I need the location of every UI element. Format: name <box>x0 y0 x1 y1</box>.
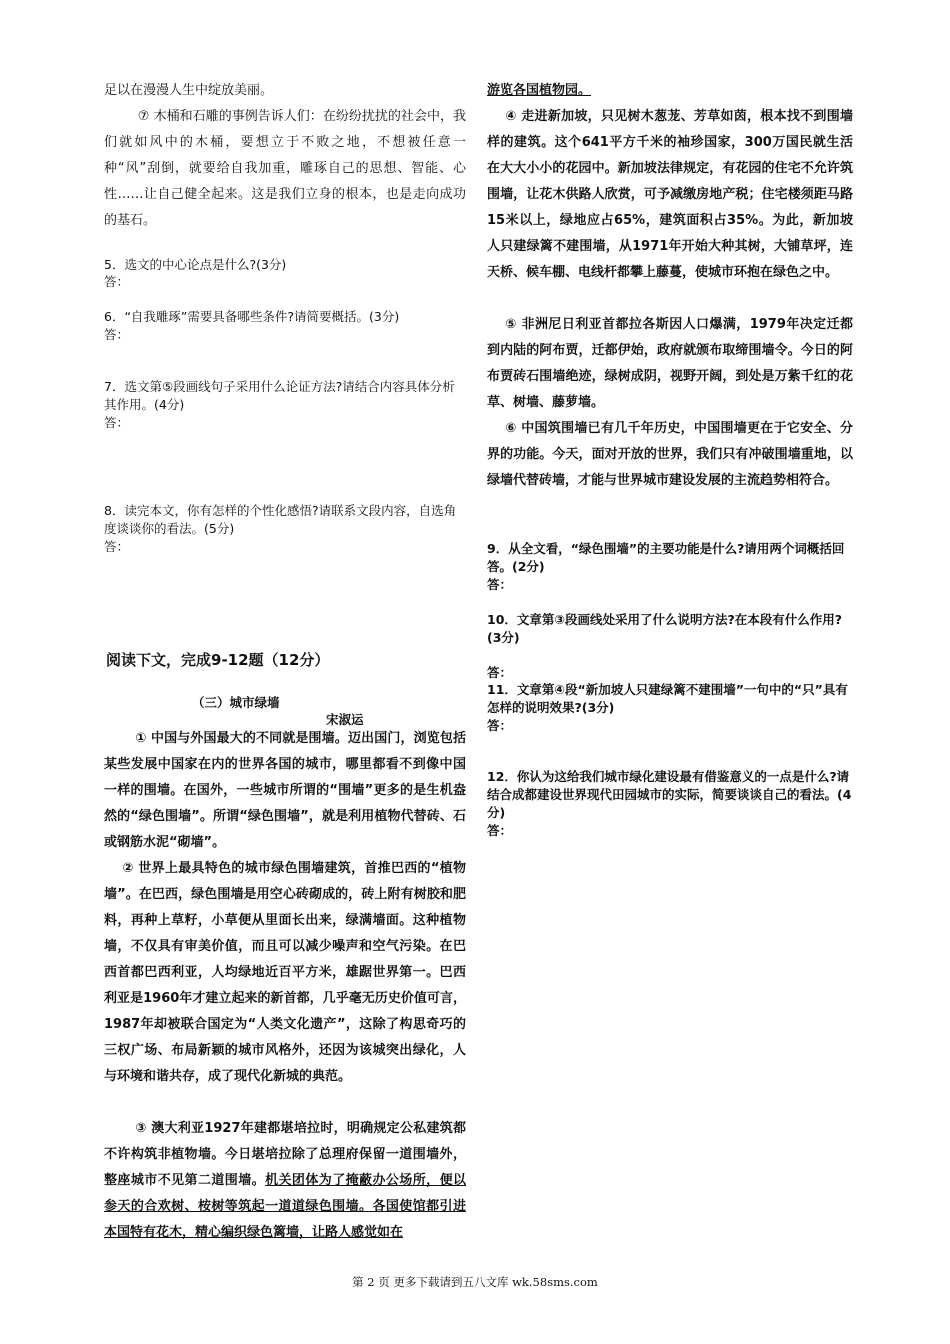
page-footer: 第 2 页 更多下载请到五八文库 wk.58sms.com <box>352 1275 598 1289</box>
answer-label-5: 答： <box>104 274 130 289</box>
answer-label-7: 答： <box>104 415 130 430</box>
question-5: 5．选文的中心论点是什么?(3分) <box>104 257 287 272</box>
question-9: 9．从全文看，“绿色围墙”的主要功能是什么?请用两个词概括回答。(2分) <box>487 541 845 574</box>
article-author: 宋淑运 <box>326 712 364 727</box>
paragraph-3-underlined-sentence: 机关团体为了掩蔽办公场所，便以参天的合欢树、桉树等筑起一道道绿色围墙。各国使馆都引进本国特有花木，精心编织绿色篱墙，让路人感觉如在 <box>104 1173 466 1240</box>
paragraph-3-text: ③ 澳大利亚1927年建都堪培拉时，明确规定公私建筑都不许构筑非植物墙。今日堪培拉除了总理府保留一道围墙外，整座城市不见第二道围墙。 <box>104 1121 466 1188</box>
paragraph-continuation: 足以在漫漫人生中绽放美丽。 <box>104 83 274 98</box>
article-paragraph-1: ① 中国与外国最大的不同就是围墙。迈出国门，浏览包括某些发展中国家在内的世界各国的城市，哪里都看不到像中国一样的围墙。在国外，一些城市所谓的“围墙”更多的是生机盎然的“绿色围墙”。所谓“绿色围墙”，就是利用植物代替砖、石或钢筋水泥“砌墙”。 <box>104 731 466 850</box>
answer-label-11: 答： <box>487 718 513 733</box>
paragraph-3-underlined-end: 游览各国植物园。 <box>487 83 592 98</box>
answer-label-10: 答： <box>487 665 513 680</box>
section-heading: 阅读下文，完成9-12题（12分） <box>106 651 330 669</box>
question-7: 7．选文第⑤段画线句子采用什么论证方法?请结合内容具体分析其作用。(4分) <box>104 379 455 412</box>
answer-label-6: 答： <box>104 327 130 342</box>
article-paragraph-2: ② 世界上最具特色的城市绿色围墙建筑，首推巴西的“植物墙”。在巴西，绿色围墙是用空心砖砌成的，砖上附有树胶和肥料，再种上草籽，小草便从里面长出来，绿满墙面。这种植物墙，不仅具有审美价值，而且可以减少噪声和空气污染。在巴西首都巴西利亚，人均绿地近百平方米，雄踞世界第一。巴西利亚是1960年才建立起来的新首都，几乎毫无历史价值可言，1987年却被联合国定为“人类文化遗产”，这除了构思奇巧的三权广场、布局新颖的城市风格外，还因为该城突出绿化，人与环境和谐共存，成了现代化新城的典范。 <box>104 861 466 1084</box>
question-6: 6．“自我雕琢”需要具备哪些条件?请简要概括。(3分) <box>104 309 400 324</box>
article-title: （三）城市绿墙 <box>192 695 280 710</box>
question-10: 10．文章第③段画线处采用了什么说明方法?在本段有什么作用?(3分) <box>487 612 842 645</box>
question-11: 11．文章第④段“新加坡人只建绿篱不建围墙”一句中的“只”具有怎样的说明效果?(3分) <box>487 682 848 715</box>
answer-label-8: 答： <box>104 539 130 554</box>
article-paragraph-3 <box>104 1116 466 1246</box>
question-12: 12．你认为这给我们城市绿化建设最有借鉴意义的一点是什么?请结合成都建设世界现代田园城市的实际，简要谈谈自己的看法。(4分) <box>487 769 852 820</box>
article-paragraph-5: ⑤ 非洲尼日利亚首都拉各斯因人口爆满，1979年决定迁都到内陆的阿布贾，迁都伊始，政府就颁布取缔围墙令。今日的阿布贾砖石围墙绝迹，绿树成阴，视野开阔，到处是万紫千红的花草、树墙、藤萝墙。 <box>487 317 853 410</box>
article-paragraph-4: ④ 走进新加坡，只见树木葱茏、芳草如茵，根本找不到围墙样的建筑。这个641平方千米的袖珍国家，300万国民就生活在大大小小的花园中。新加坡法律规定，有花园的住宅不允许筑围墙，让花木供路人欣赏，可予减缴房地产税；住宅楼须距马路15米以上，绿地应占65%，建筑面积占35%。为此，新加坡人只建绿篱不建围墙，从1971年开始大种其树，大铺草坪，连天桥、候车棚、电线杆都攀上藤蔓，使城市环抱在绿色之中。 <box>487 109 853 280</box>
article-paragraph-6: ⑥ 中国筑围墙已有几千年历史，中国围墙更在于它安全、分界的功能。今天，面对开放的世界，我们只有冲破围墙重地，以绿墙代替砖墙，才能与世界城市建设发展的主流趋势相符合。 <box>487 421 853 488</box>
answer-label-12: 答： <box>487 823 513 838</box>
paragraph-7: ⑦ 木桶和石雕的事例告诉人们：在纷纷扰扰的社会中，我们就如风中的木桶，要想立于不败之地，不想被任意一种“风”刮倒，就要给自我加重，雕琢自己的思想、智能、心性……让自己健全起来。这是我们立身的根本，也是走向成功的基石。 <box>104 109 466 228</box>
question-8: 8．读完本文，你有怎样的个性化感悟?请联系文段内容，自选角度谈谈你的看法。(5分) <box>104 503 457 536</box>
answer-label-9: 答： <box>487 577 513 592</box>
